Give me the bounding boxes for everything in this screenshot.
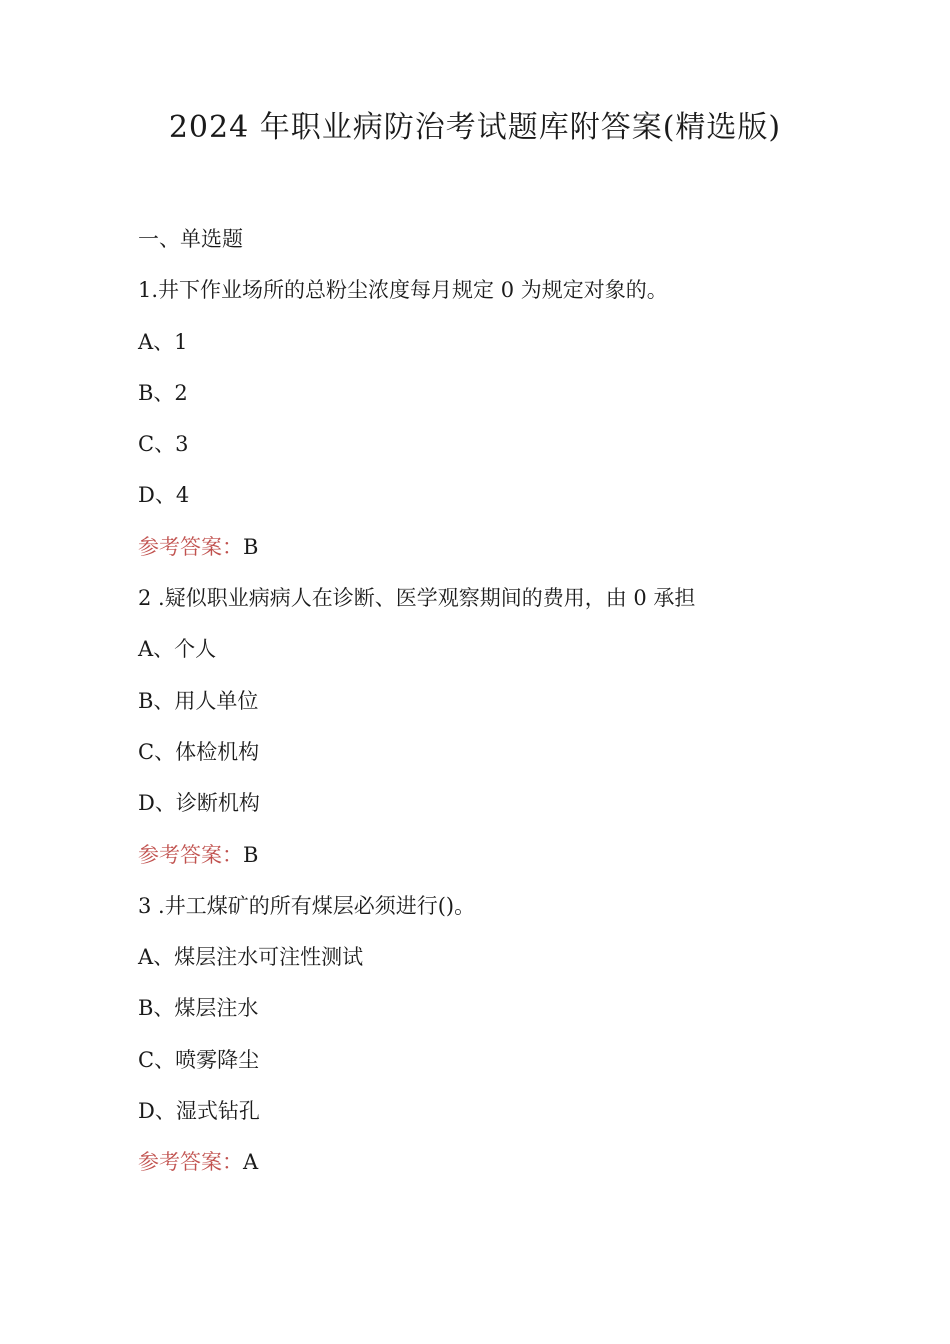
- question-stem: 2 .疑似职业病病人在诊断、医学观察期间的费用，由 0 承担: [138, 586, 696, 611]
- document-body: [138, 222, 898, 1197]
- question-block: [138, 581, 898, 889]
- option-a: A、煤层注水可注性测试: [138, 945, 364, 970]
- answer-value: B: [243, 842, 259, 867]
- option-d: D、4: [138, 483, 190, 508]
- option-d: D、诊断机构: [138, 791, 260, 816]
- document-title: 2024 年职业病防治考试题库附答案(精选版): [168, 110, 782, 145]
- option-d: D、湿式钻孔: [138, 1099, 260, 1124]
- option-c: C、体检机构: [138, 739, 260, 764]
- option-c: C、喷雾降尘: [138, 1047, 260, 1072]
- option-b: B、煤层注水: [138, 996, 259, 1021]
- option-a: A、1: [138, 329, 188, 354]
- answer-label: 参考答案：: [138, 534, 243, 559]
- option-a: A、个人: [138, 637, 217, 662]
- question-stem: 1.井下作业场所的总粉尘浓度每月规定 0 为规定对象的。: [138, 278, 668, 303]
- question-block: [138, 889, 898, 1197]
- question-stem: 3 .井工煤矿的所有煤层必须进行()。: [138, 893, 476, 918]
- answer-value: A: [243, 1150, 259, 1175]
- answer-label: 参考答案：: [138, 1150, 243, 1175]
- answer-line: [138, 530, 898, 581]
- option-c: C、3: [138, 432, 189, 457]
- answer-value: B: [243, 534, 259, 559]
- option-b: B、2: [138, 380, 188, 405]
- answer-label: 参考答案：: [138, 842, 243, 867]
- option-b: B、用人单位: [138, 688, 259, 713]
- section-heading: 一、单选题: [138, 227, 243, 251]
- question-block: [138, 273, 898, 581]
- answer-line: [138, 1145, 898, 1196]
- answer-line: [138, 838, 898, 889]
